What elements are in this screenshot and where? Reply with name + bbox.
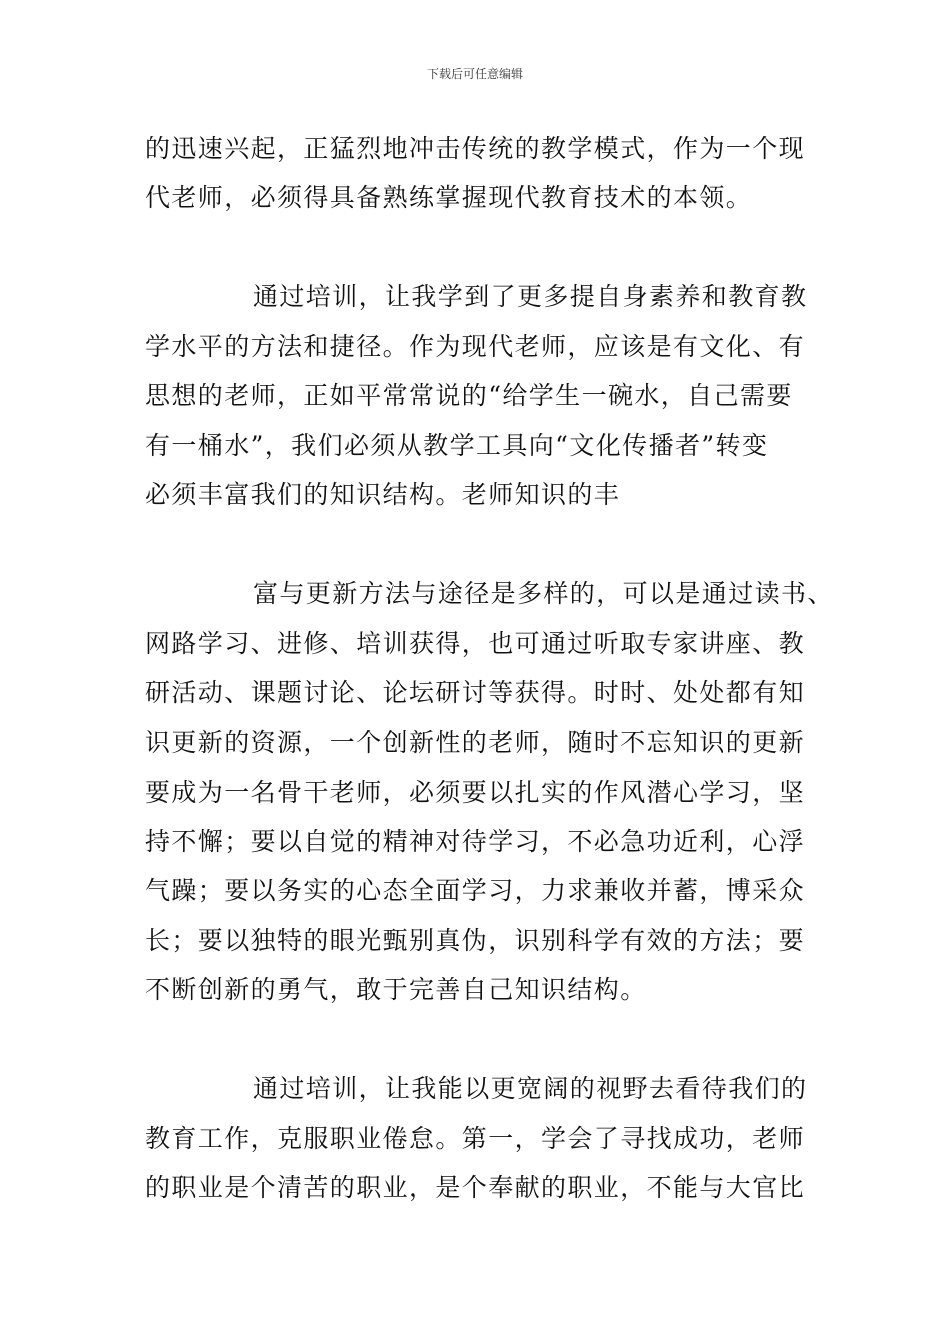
paragraph-line: 思想的老师，正如平常常说的“给学生一碗水，自己需要 (145, 381, 793, 410)
paragraph-line: 气躁；要以务实的心态全面学习，力求兼收并蓄，博采众 (145, 876, 806, 905)
paragraph-line: 的迅速兴起，正猛烈地冲击传统的教学模式，作为一个现 (145, 134, 806, 163)
paragraph-line: 学水平的方法和捷径。作为现代老师，应该是有文化、有 (145, 332, 806, 361)
page-header: 下载后可任意编辑 (426, 67, 523, 81)
paragraph-line: 持不懈；要以自觉的精神对待学习，不必急功近利，心浮 (145, 827, 806, 856)
paragraph-line: 要成为一名骨干老师，必须要以扎实的作风潜心学习，坚 (145, 778, 806, 807)
paragraph-line: 长；要以独特的眼光甄别真伪，识别科学有效的方法；要 (145, 926, 806, 955)
paragraph-line: 代老师，必须得具备熟练掌握现代教育技术的本领。 (145, 183, 753, 212)
paragraph-line: 的职业是个清苦的职业，是个奉献的职业，不能与大官比 (145, 1173, 806, 1202)
paragraph-line: 研活动、课题讨论、论坛研讨等获得。时时、处处都有知 (145, 678, 806, 707)
paragraph-line: 教育工作，克服职业倦怠。第一，学会了寻找成功，老师 (145, 1124, 806, 1153)
paragraph-line: 不断创新的勇气，敢于完善自己知识结构。 (145, 975, 647, 1004)
paragraph-line: 必须丰富我们的知识结构。老师知识的丰 (145, 480, 621, 509)
paragraph-line: 富与更新方法与途径是多样的，可以是通过读书、 (253, 579, 834, 608)
paragraph-line: 有一桶水”，我们必须从教学工具向“文化传播者”转变 (145, 431, 769, 460)
paragraph-line: 识更新的资源，一个创新性的老师，随时不忘知识的更新 (145, 728, 806, 757)
paragraph-line: 通过培训，让我学到了更多提自身素养和教育教 (253, 282, 808, 311)
paragraph-line: 网路学习、进修、培训获得，也可通过听取专家讲座、教 (145, 629, 806, 658)
paragraph-line: 通过培训，让我能以更宽阔的视野去看待我们的 (253, 1074, 808, 1103)
